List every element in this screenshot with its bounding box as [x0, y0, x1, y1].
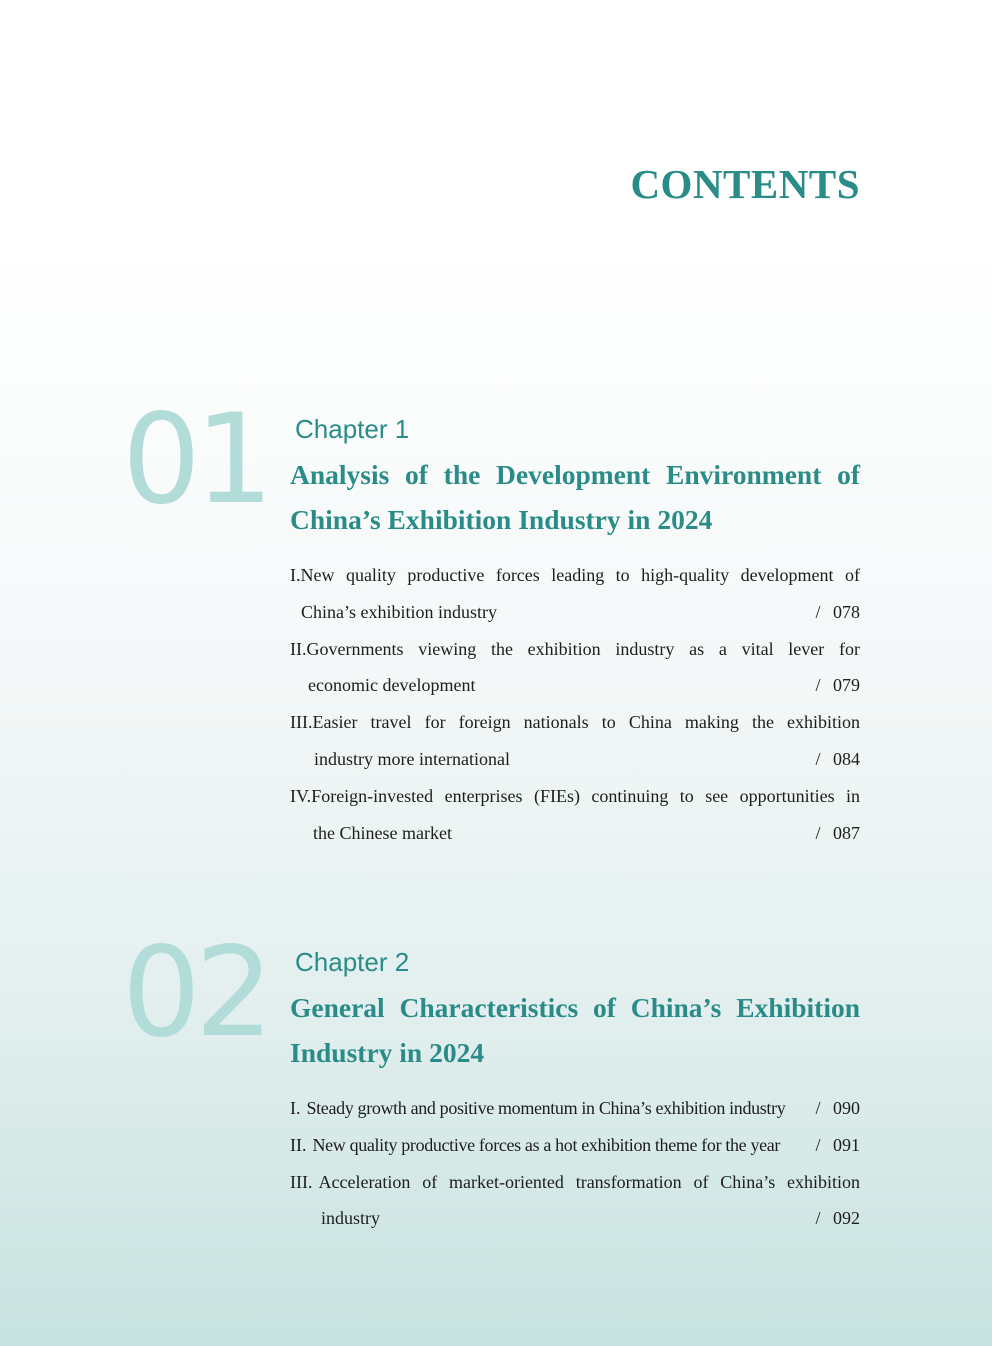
- entry-number: III.: [290, 1171, 313, 1192]
- entry-text: Governments viewing the exhibition industry as a vital lever for: [306, 638, 860, 659]
- entry-page-number: / 090: [815, 1098, 860, 1118]
- entry-text: Acceleration of market-oriented transformation of China’s exhibition: [318, 1171, 860, 1192]
- entry-page-number: / 087: [815, 822, 860, 843]
- chapter-1-title: Analysis of the Development Environment of China’s Exhibition Industry in 2024: [290, 459, 860, 535]
- chapter-2-entries: [290, 1090, 860, 1237]
- entry-number: I.: [290, 565, 301, 585]
- entry-number: I.: [290, 1098, 301, 1118]
- entry-number: II.: [290, 1134, 307, 1155]
- toc-entry[interactable]: [290, 778, 860, 852]
- entry-text: New quality productive forces leading to high-quality development of: [300, 565, 860, 585]
- entry-number: III.: [290, 712, 313, 733]
- chapter-2-title: General Characteristics of China’s Exhibition Industry in 2024: [290, 992, 860, 1068]
- entry-page-number: / 091: [815, 1134, 860, 1155]
- chapter-2-number: 02: [122, 921, 268, 1065]
- chapter-2-label: Chapter 2: [295, 947, 410, 977]
- chapter-1-label: Chapter 1: [295, 414, 410, 444]
- entry-page-number: / 078: [815, 601, 860, 622]
- entry-number: II.: [290, 638, 307, 659]
- entry-text: Foreign-invested enterprises (FIEs) continuing to see opportunities in: [311, 785, 860, 806]
- toc-entry[interactable]: [290, 1164, 860, 1238]
- toc-entry[interactable]: [290, 557, 860, 631]
- chapter-1-entries: [290, 557, 860, 851]
- entry-page-number: / 092: [815, 1208, 860, 1229]
- entry-text-continued: industry more international: [314, 748, 510, 769]
- toc-entry[interactable]: [290, 1090, 860, 1127]
- entry-text: New quality productive forces as a hot exhibition theme for the year: [312, 1134, 781, 1155]
- chapter-1-number: 01: [122, 388, 268, 532]
- toc-entry[interactable]: [290, 631, 860, 705]
- entry-text-continued: economic development: [308, 675, 476, 696]
- entry-text: Easier travel for foreign nationals to China making the exhibition: [312, 712, 860, 733]
- entry-text-continued: industry: [321, 1208, 381, 1229]
- entry-page-number: / 079: [815, 675, 860, 696]
- entry-page-number: / 084: [815, 748, 860, 769]
- toc-entry[interactable]: [290, 704, 860, 778]
- toc-entry[interactable]: [290, 1127, 860, 1164]
- entry-text: Steady growth and positive momentum in China’s exhibition industry: [306, 1098, 786, 1118]
- entry-number: IV.: [290, 785, 312, 806]
- contents-title: CONTENTS: [630, 161, 860, 207]
- entry-text-continued: the Chinese market: [313, 822, 452, 843]
- entry-text-continued: China’s exhibition industry: [301, 601, 497, 622]
